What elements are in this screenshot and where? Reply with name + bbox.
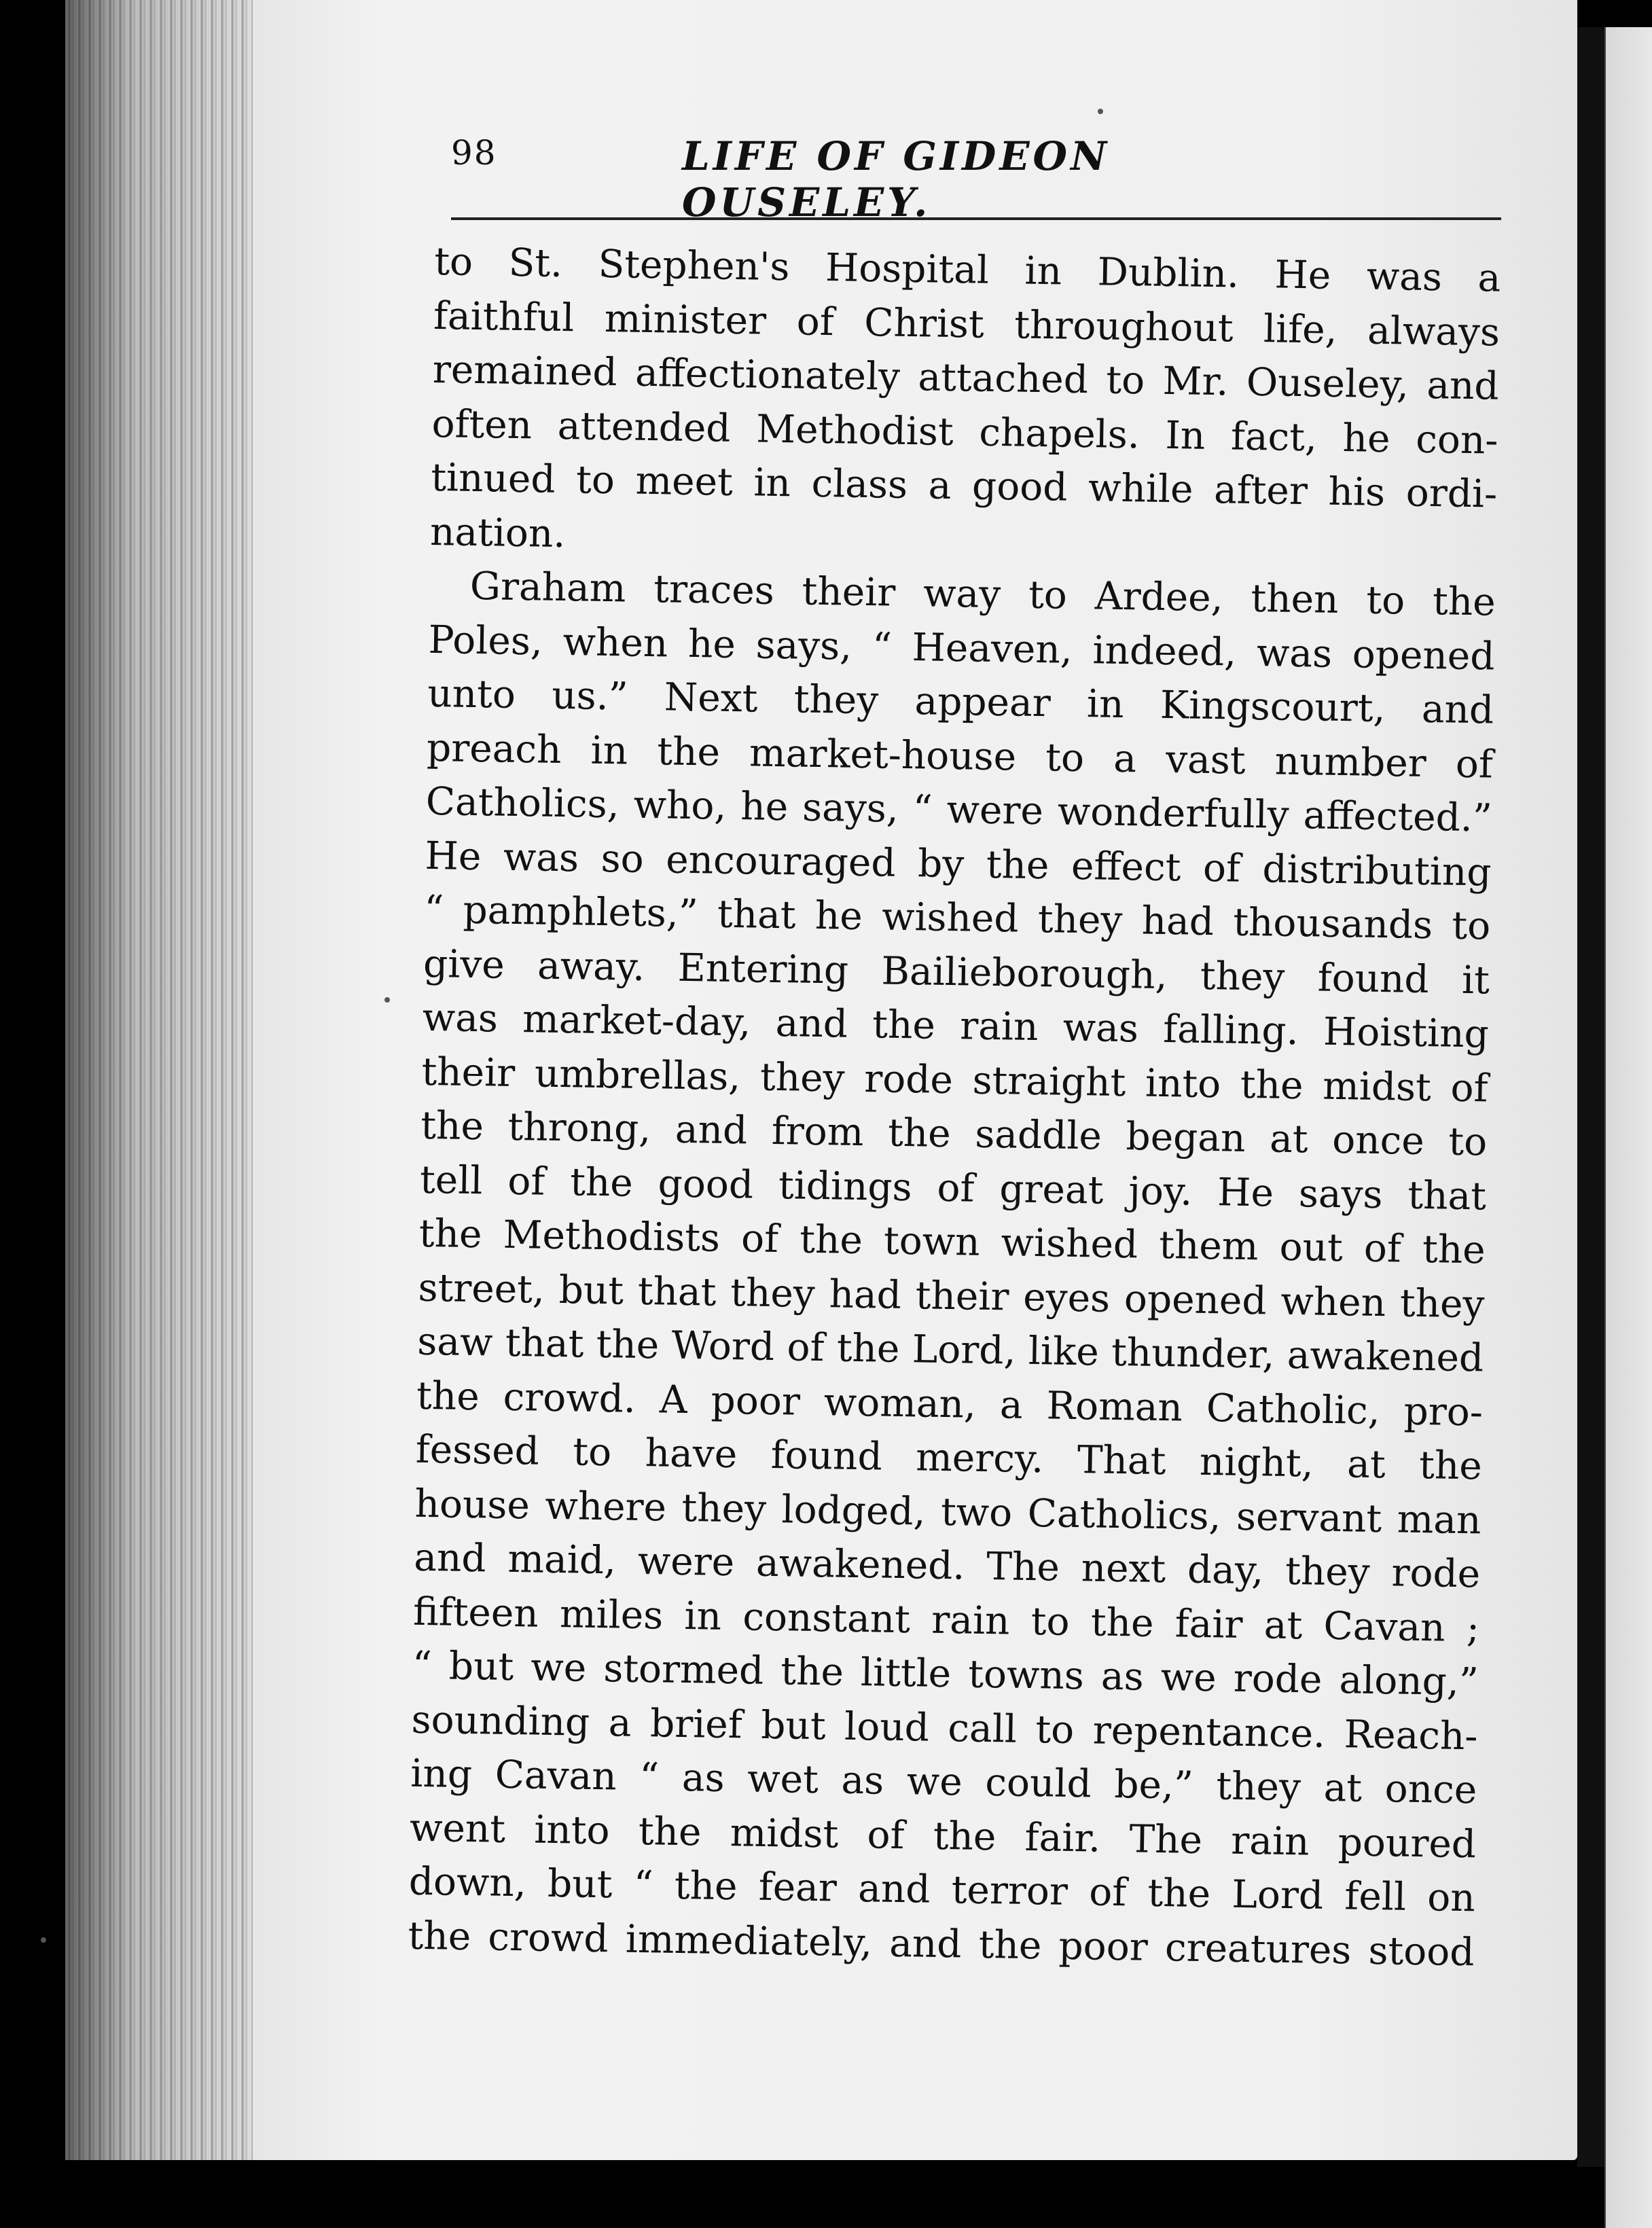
text-line: went into the midst of the fair. The rain poured — [409, 1805, 1477, 1867]
text-line: the crowd immediately, and the poor creatures stood — [408, 1913, 1475, 1975]
text-line: tell of the good tidings of great joy. He says that — [419, 1157, 1487, 1219]
text-line: their umbrellas, they rode straight into the midst of — [421, 1049, 1488, 1111]
text-line: to St. Stephen's Hospital in Dublin. He was a — [433, 239, 1501, 301]
text-line: unto us.” Next they appear in Kingscourt, and — [427, 671, 1494, 733]
text-line: and maid, were awakened. The next day, they rode — [413, 1535, 1481, 1597]
text-line: He was so encouraged by the effect of distributing — [425, 833, 1492, 895]
scan-speck — [41, 1937, 46, 1943]
page-number: 98 — [451, 133, 497, 173]
text-line: sounding a brief but loud call to repentance. Reach- — [411, 1697, 1478, 1759]
facing-page-edge — [1604, 27, 1652, 2228]
text-line: remained affectionately attached to Mr. Ouseley, and — [432, 347, 1500, 409]
text-line: often attended Methodist chapels. In fact, he con- — [431, 401, 1498, 463]
text-line: faithful minister of Christ throughout life, always — [433, 293, 1501, 355]
text-line: Catholics, who, he says, “ were wonderfully affected.” — [425, 779, 1493, 841]
text-line: tinued to meet in class a good while after his ordi- — [430, 455, 1498, 517]
book-gutter — [1577, 27, 1604, 2167]
book-page-edges — [65, 0, 258, 2160]
text-line: give away. Entering Bailieborough, they found it — [423, 941, 1490, 1003]
text-line: preach in the market-house to a vast number of — [426, 725, 1494, 787]
text-line: saw that the Word of the Lord, like thunder, awakened — [416, 1319, 1484, 1381]
text-line: nation. — [429, 509, 566, 556]
text-line: the crowd. A poor woman, a Roman Catholic, pro- — [416, 1373, 1484, 1435]
text-line: the Methodists of the town wished them out of the — [418, 1211, 1486, 1273]
text-line: fifteen miles in constant rain to the fair at Cavan ; — [412, 1589, 1480, 1651]
text-line: “ pamphlets,” that he wished they had thousands to — [423, 887, 1491, 949]
text-line: Poles, when he says, “ Heaven, indeed, was opened — [428, 617, 1495, 679]
scan-speck — [1098, 109, 1103, 114]
text-line: fessed to have found mercy. That night, at the — [415, 1427, 1483, 1489]
text-line: house where they lodged, two Catholics, servant man — [414, 1481, 1482, 1543]
text-line: street, but that they had their eyes opened when they — [418, 1265, 1485, 1327]
header-rule — [451, 217, 1501, 220]
text-line: was market-day, and the rain was falling. Hoisting — [422, 995, 1490, 1057]
text-line: the throng, and from the saddle began at once to — [420, 1103, 1488, 1165]
body-text — [408, 235, 1501, 1979]
running-title: LIFE OF GIDEON OUSELEY. — [682, 133, 1111, 226]
page-header — [451, 133, 1287, 226]
text-line: “ but we stormed the little towns as we rode along,” — [412, 1643, 1479, 1705]
text-line: Graham traces their way to Ardee, then to the — [469, 564, 1496, 625]
text-line: down, but “ the fear and terror of the Lord fell on — [408, 1859, 1476, 1921]
text-line: ing Cavan “ as wet as we could be,” they at once — [410, 1751, 1477, 1813]
scan-speck — [384, 997, 390, 1003]
